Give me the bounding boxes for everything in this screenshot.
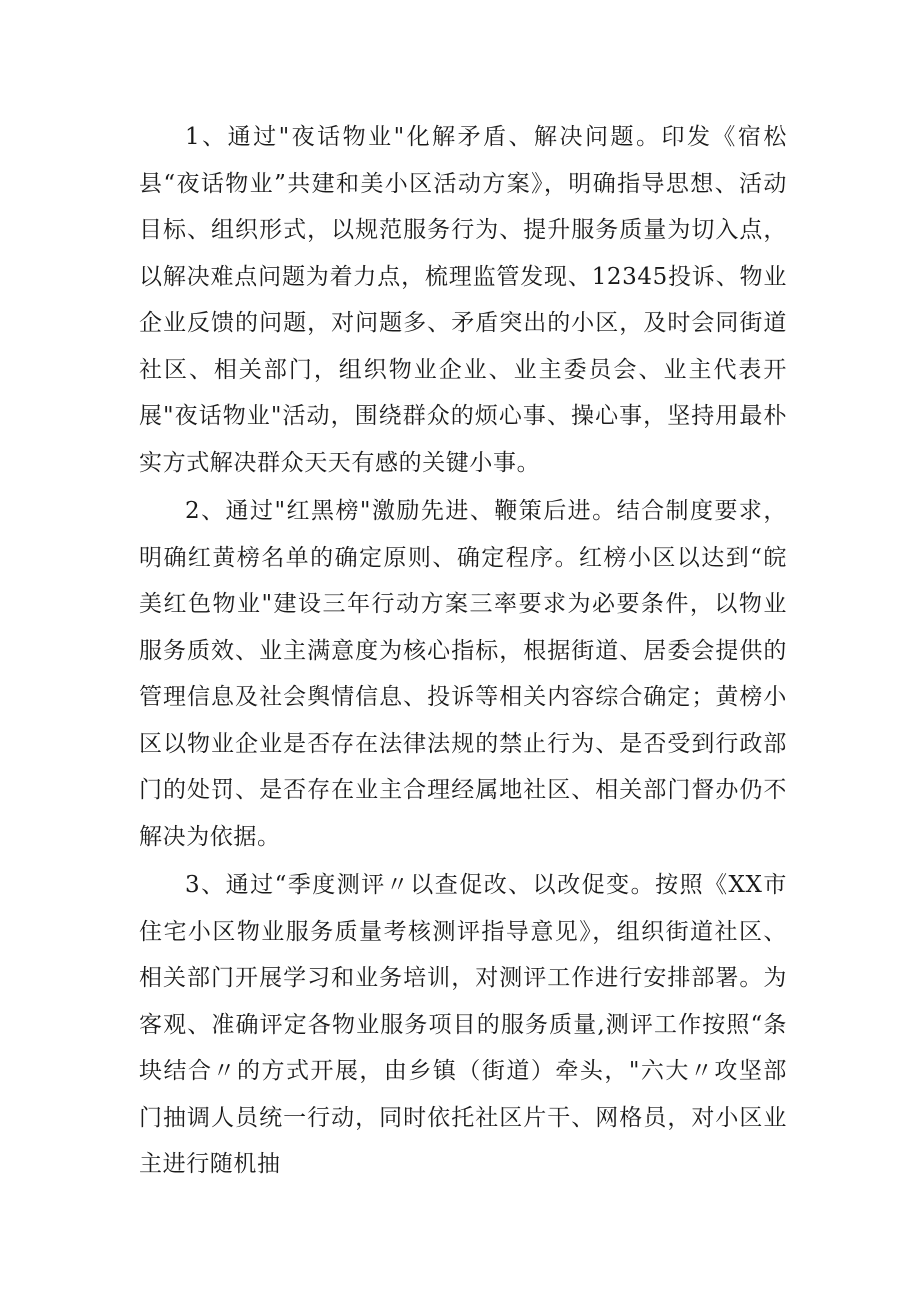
document-body	[139, 114, 787, 1190]
paragraph-quarterly-evaluation: 3、通过“季度测评〃以查促改、以改促变。按照《XX市住宅小区物业服务质量考核测评指导意见》，组织街道社区、相关部门开展学习和业务培训，对测评工作进行安排部署。为客观、准确评定各物业服务项目的服务质量,测评工作按照“条块结合〃的方式开展，由乡镇（街道）牵头，"六大〃攻坚部门抽调人员统一行动，同时依托社区片干、网格员，对小区业主进行随机抽	[139, 872, 787, 1177]
paragraph-red-black-list: 2、通过"红黑榜"激励先进、鞭策后进。结合制度要求，明确红黄榜名单的确定原则、确定程序。红榜小区以达到“皖美红色物业"建设三年行动方案三率要求为必要条件，以物业服务质效、业主满意度为核心指标，根据街道、居委会提供的管理信息及社会舆情信息、投诉等相关内容综合确定；黄榜小区以物业企业是否存在法律法规的禁止行为、是否受到行政部门的处罚、是否存在业主合理经属地社区、相关部门督办仍不解决为依据。	[139, 498, 787, 850]
paragraph-night-talk-property: 1、通过"夜话物业"化解矛盾、解决问题。印发《宿松县“夜话物业”共建和美小区活动方案》，明确指导思想、活动目标、组织形式，以规范服务行为、提升服务质量为切入点，以解决难点问题为着力点，梳理监管发现、12345投诉、物业企业反馈的问题，对问题多、矛盾突出的小区，及时会同街道社区、相关部门，组织物业企业、业主委员会、业主代表开展"夜话物业"活动，围绕群众的烦心事、操心事，坚持用最朴实方式解决群众天天有感的关键小事。	[139, 124, 787, 476]
